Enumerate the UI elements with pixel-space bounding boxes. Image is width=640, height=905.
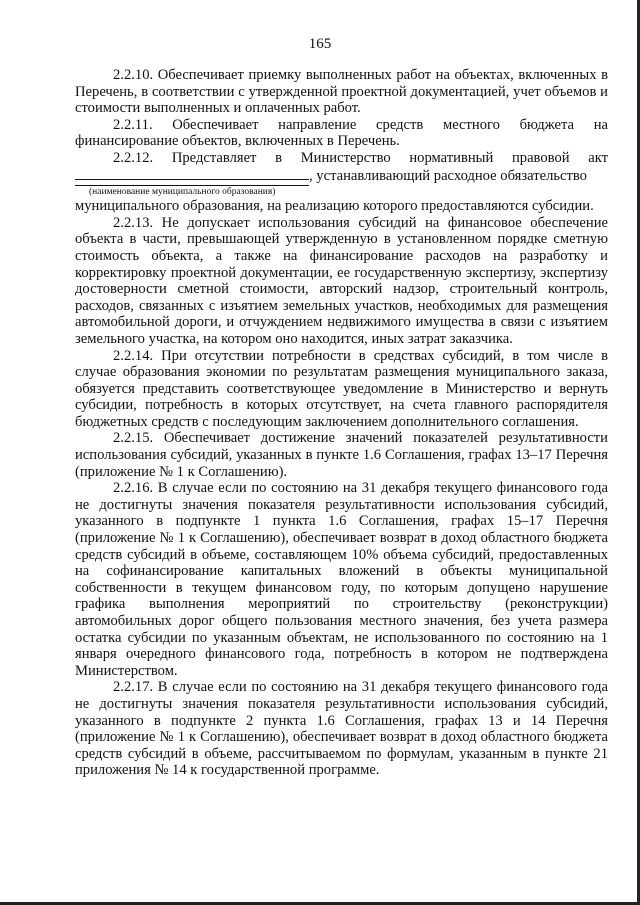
caption-rule bbox=[75, 185, 309, 186]
page-number: 165 bbox=[308, 36, 332, 52]
paragraph-2-2-16: 2.2.16. В случае если по состоянию на 31 декабря текущего финансового года не достигнуты значения показателя результативности использования субсидий, указанного в подпункте 1 пункта 1.6 Соглашения, графах 15–17 Перечня (приложение № 1 к Соглашению), обеспечивает возврат в доход областного бюджета средств субсидий в объеме, составляющем 10% объема субсидий, предоставленных на софинансирование капитальных вложений в объекты муниципальной собственности в текущем финансовом году, по которым допущено нарушение графика выполнения мероприятий по строительству (реконструкции) автомобильных дорог общего пользования местного значения, без учета размера остатка субсидии по указанным объектам, не использованного по состоянию на 1 января очередного финансового года, потребность в котором не подтверждена Министерством. bbox=[75, 480, 608, 679]
paragraph-2-2-10: 2.2.10. Обеспечивает приемку выполненных работ на объектах, включенных в Перечень, в соответствии с утвержденной проектной документацией, учет объемов и стоимости выполненных и оплаченных работ. bbox=[75, 67, 608, 117]
blank-fill-line bbox=[75, 167, 309, 180]
paragraph-2-2-12-end: муниципального образования, на реализацию которого предоставляются субсидии. bbox=[75, 198, 594, 215]
caption-text: (наименование муниципального образования) bbox=[89, 187, 276, 198]
paragraph-2-2-15: 2.2.15. Обеспечивает достижение значений показателей результативности использования субсидий, указанных в пункте 1.6 Соглашения, графах 13–17 Перечня (приложение № 1 к Соглашению). bbox=[75, 430, 608, 480]
paragraph-2-2-12-blank-row bbox=[75, 167, 608, 185]
paragraph-2-2-11: 2.2.11. Обеспечивает направление средств местного бюджета на финансирование объектов, включенных в Перечень. bbox=[75, 116, 608, 150]
document-body bbox=[75, 67, 608, 779]
paragraph-2-2-13: 2.2.13. Не допускает использования субсидий на финансовое обеспечение объекта в части, превышающей утвержденную в установленном порядке сметную стоимость объекта, а также на финансирование расходов на разработку и корректировку проектной документации, ее государственную экспертизу, экспертизу достоверности сметной стоимости, авторский надзор, строительный контроль, расходов, связанных с изъятием земельных участков, необходимых для размещения автомобильной дороги, и отчуждением недвижимого имущества в связи с изъятием земельного участка, на котором оно находится, иных затрат заказчика. bbox=[75, 214, 608, 347]
paragraph-2-2-17: 2.2.17. В случае если по состоянию на 31 декабря текущего финансового года не достигнуты значения показателя результативности использования субсидий, указанного в подпункте 2 пункта 1.6 Соглашения, графах 13 и 14 Перечня (приложение № 1 к Соглашению), обеспечивает возврат в доход областного бюджета средств субсидий в объеме, рассчитываемом по формулам, указанным в пункте 21 приложения № 14 к государственной программе. bbox=[75, 679, 608, 779]
paragraph-2-2-12-continuation: , устанавливающий расходное обязательство bbox=[309, 167, 587, 184]
paragraph-2-2-12-intro: 2.2.12. Представляет в Министерство нормативный правовой акт bbox=[113, 149, 608, 166]
paragraph-2-2-14: 2.2.14. При отсутствии потребности в средствах субсидий, в том числе в случае образования экономии по результатам размещения муниципального заказа, обязуется представить соответствующее уведомление в Министерство и вернуть субсидии, потребность в которых отсутствует, на счета главного распорядителя бюджетных средств с последующим заключением дополнительного соглашения. bbox=[75, 347, 608, 430]
blank-line-caption bbox=[75, 185, 608, 198]
